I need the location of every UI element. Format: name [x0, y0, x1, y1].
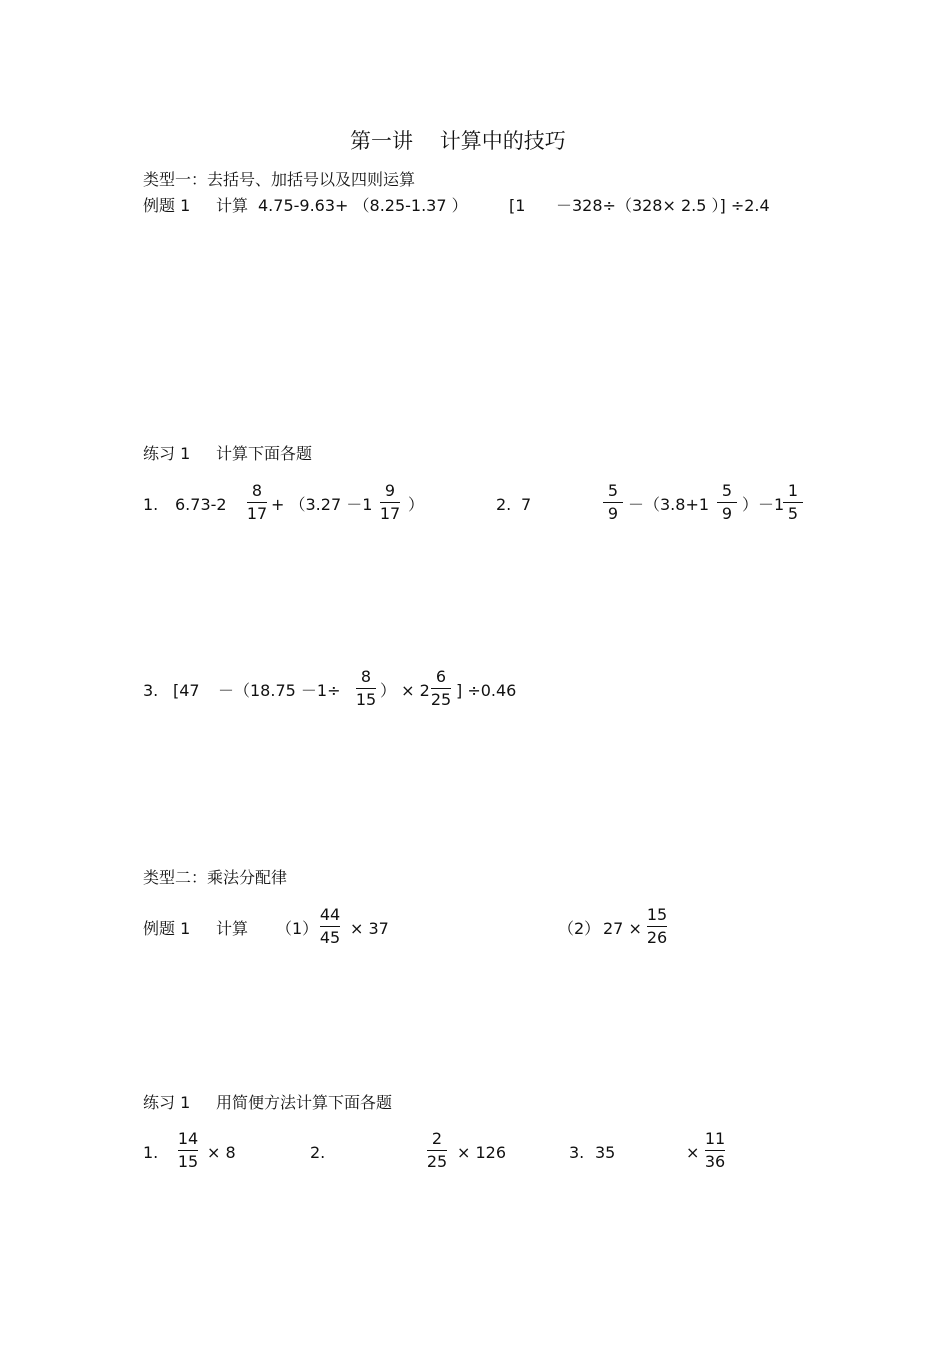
- fraction: [417, 1130, 457, 1173]
- question-text: ）－1: [742, 495, 785, 514]
- fraction: [707, 482, 747, 525]
- fraction-denominator: 36: [704, 1152, 726, 1171]
- fraction: [695, 1130, 735, 1173]
- example-verb: 计算: [216, 196, 249, 215]
- fraction: [370, 482, 410, 525]
- example-verb: 计算: [216, 919, 249, 938]
- fraction-numerator: 2: [431, 1129, 443, 1148]
- question-text: 27 ×: [603, 919, 642, 938]
- expression-2-rest: －328÷（328× 2.5 ）] ÷2.4: [556, 196, 770, 215]
- question-number: 3.: [569, 1143, 585, 1162]
- question-text: 7: [521, 495, 532, 514]
- question-text: [47: [173, 681, 200, 700]
- question-number: 3.: [143, 681, 159, 700]
- question-number: 1.: [143, 1143, 159, 1162]
- question-text: －（18.75 －1÷: [218, 681, 341, 700]
- fraction-denominator: 5: [787, 504, 799, 523]
- example-label: 例题 1: [143, 196, 191, 215]
- question-text: + （3.27 －1: [271, 495, 373, 514]
- practice-label: 练习 1: [143, 1093, 191, 1112]
- practice-instruction: 用简便方法计算下面各题: [216, 1093, 393, 1112]
- example-label: 例题 1: [143, 919, 191, 938]
- question-number: 2.: [310, 1143, 326, 1162]
- fraction-denominator: 17: [246, 504, 268, 523]
- fraction-numerator: 5: [721, 481, 733, 500]
- fraction-denominator: 15: [177, 1152, 199, 1171]
- question-text: 6.73-2: [175, 495, 227, 514]
- question-number: 2.: [496, 495, 512, 514]
- fraction-denominator: 15: [355, 690, 377, 709]
- question-text: ] ÷0.46: [456, 681, 517, 700]
- section-heading-type-one: 类型一：去括号、加括号以及四则运算: [143, 170, 416, 189]
- fraction-numerator: 5: [607, 481, 619, 500]
- question-number: 1.: [143, 495, 159, 514]
- fraction: [421, 668, 461, 711]
- fraction: [637, 906, 677, 949]
- page-title: 第一讲 计算中的技巧: [350, 129, 566, 153]
- fraction-numerator: 1: [787, 481, 799, 500]
- fraction-denominator: 9: [721, 504, 733, 523]
- part-label: （1）: [276, 919, 319, 938]
- fraction-denominator: 25: [426, 1152, 448, 1171]
- fraction-numerator: 8: [251, 481, 263, 500]
- fraction-numerator: 11: [704, 1129, 726, 1148]
- question-text: ） × 2: [380, 681, 430, 700]
- fraction-numerator: 6: [435, 667, 447, 686]
- fraction: [168, 1130, 208, 1173]
- fraction-numerator: 8: [360, 667, 372, 686]
- fraction: [593, 482, 633, 525]
- fraction-denominator: 45: [319, 928, 341, 947]
- question-text: × 37: [350, 919, 389, 938]
- fraction: [773, 482, 813, 525]
- practice-label: 练习 1: [143, 444, 191, 463]
- fraction-denominator: 26: [646, 928, 668, 947]
- question-text: ）: [408, 495, 425, 514]
- fraction-numerator: 9: [384, 481, 396, 500]
- fraction-numerator: 14: [177, 1129, 199, 1148]
- fraction-denominator: 25: [430, 690, 452, 709]
- question-text: × 8: [207, 1143, 236, 1162]
- fraction-numerator: 15: [646, 905, 668, 924]
- question-text: 35: [595, 1143, 616, 1162]
- section-heading-type-two: 类型二：乘法分配律: [143, 868, 288, 887]
- question-text: × 126: [457, 1143, 507, 1162]
- fraction: [310, 906, 350, 949]
- fraction-numerator: 44: [319, 905, 341, 924]
- part-label: （2）: [558, 919, 601, 938]
- multiply-sign: ×: [686, 1143, 700, 1162]
- fraction-denominator: 17: [379, 504, 401, 523]
- fraction-denominator: 9: [607, 504, 619, 523]
- expression-1: 4.75-9.63+ （8.25-1.37 ）: [258, 196, 468, 215]
- practice-instruction: 计算下面各题: [216, 444, 313, 463]
- question-text: －（3.8+1: [628, 495, 710, 514]
- expression-2-start: [1: [509, 196, 526, 215]
